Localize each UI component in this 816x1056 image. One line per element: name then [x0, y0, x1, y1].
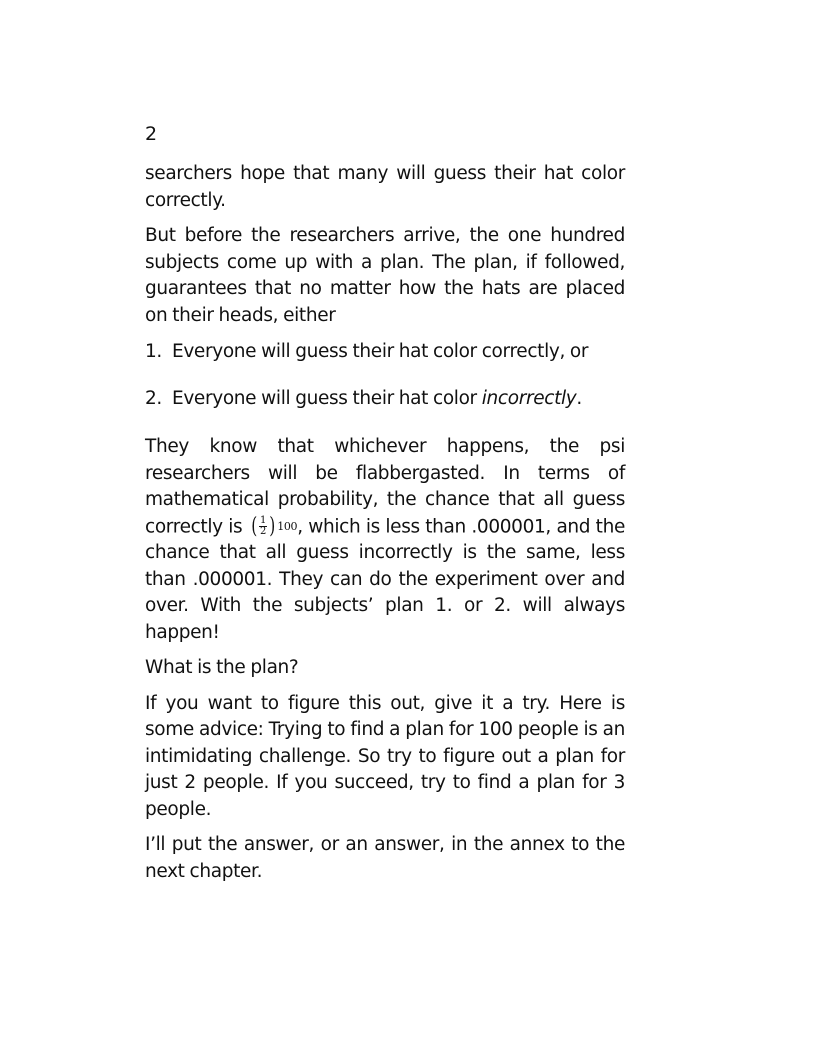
list-item — [145, 339, 625, 366]
fraction-numerator: 1 — [260, 515, 267, 527]
body-text — [145, 161, 625, 894]
paragraph-3-after: , which is less than .000001, and the chance that all guess incorrectly is the same, less than .000001. They can do the experiment over and over. With the subjects’ plan 1. or 2. will always happen! — [145, 515, 625, 643]
paragraph-4: What is the plan? — [145, 657, 299, 679]
list-item-number: 2. — [145, 387, 162, 409]
paragraph-6: I’ll put the answer, or an answer, in the annex to the next chapter. — [145, 834, 625, 882]
plan-outcomes-list — [145, 339, 625, 412]
fraction — [259, 516, 267, 537]
paragraph-2: But before the researchers arrive, the one hundred subjects come up with a plan. The plan, if followed, guarantees that no matter how the hats are placed on their heads, either — [145, 225, 625, 326]
emphasized-word: incorrectly — [481, 387, 577, 409]
list-item-text: Everyone will guess their hat color correctly, or — [172, 341, 589, 362]
paragraph-3-before: They know that whichever happens, the psi researchers will be flabbergasted. In terms of mathematical probability, the chance that all guess correctly is — [145, 436, 625, 537]
paragraph-1: searchers hope that many will guess their hat color correctly. — [145, 163, 625, 211]
exponent: 100 — [277, 519, 298, 533]
page-number: 2 — [145, 123, 158, 145]
probability-expression — [250, 514, 297, 541]
list-item-number: 1. — [145, 341, 162, 362]
list-item — [145, 386, 625, 413]
close-paren: ) — [269, 513, 276, 539]
list-item-text-before: Everyone will guess their hat color — [172, 387, 482, 409]
paragraph-5: If you want to figure this out, give it a try. Here is some advice: Trying to find a plan for 100 people is an intimidating challenge. So try to figure out a plan for just 2 people. If you succeed, try to find a plan for 3 people. — [145, 692, 625, 820]
list-item-text-after: . — [576, 387, 582, 409]
fraction-denominator: 2 — [260, 526, 267, 538]
open-paren: ( — [251, 513, 257, 539]
list-item-text — [172, 386, 582, 413]
paragraph-3 — [145, 434, 625, 646]
